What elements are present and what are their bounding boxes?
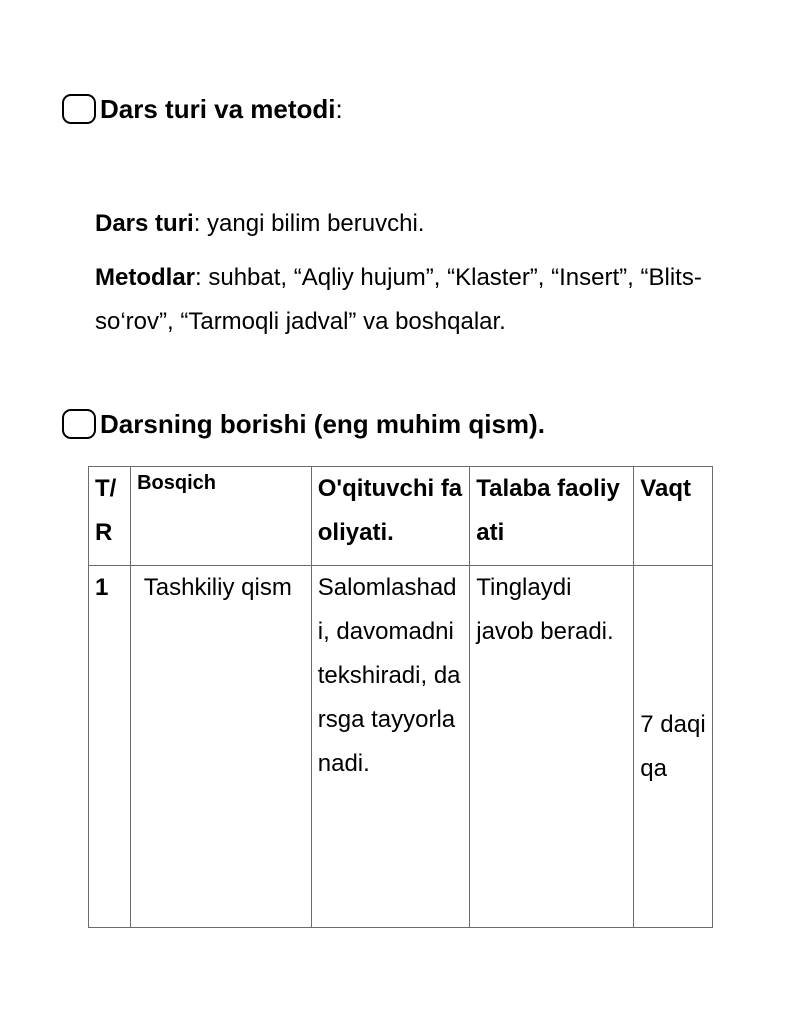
header-teacher-activity: O'qituvchi faoliyati. (311, 467, 469, 566)
row-stage: Tashkiliy qism (131, 566, 312, 928)
table-row (89, 566, 713, 928)
row-student-activity: Tinglaydi javob beradi. (470, 566, 634, 928)
header-tr: T/R (89, 467, 131, 566)
lesson-type-paragraph (95, 202, 715, 246)
lesson-type-label: Dars turi (95, 210, 194, 237)
heading-text: Darsning borishi (eng muhim qism). (100, 409, 545, 439)
header-bosqich: Bosqich (131, 467, 312, 566)
row-time: 7 daqiqa (634, 566, 713, 928)
table-header-row (89, 467, 713, 566)
heading-text: Dars turi va metodi (100, 94, 336, 124)
lesson-type-text: : yangi bilim beruvchi. (193, 210, 425, 237)
row-number: 1 (89, 566, 131, 928)
header-time: Vaqt (634, 467, 713, 566)
methods-label: Metodlar (95, 264, 196, 291)
methods-text: : suhbat, “Aqliy hujum”, “Klaster”, “Insert”, “Blits-so‘rov”, “Tarmoqli jadval” va boshqalar. (95, 264, 702, 335)
heading-suffix: : (335, 94, 343, 124)
section-heading-lesson-flow (62, 407, 545, 441)
methods-paragraph (95, 256, 715, 344)
section-heading-lesson-type (62, 92, 343, 126)
checkbox-bullet-icon (62, 409, 96, 439)
row-teacher-activity: Salomlashadi, davomadni tekshiradi, darsga tayyorlanadi. (311, 566, 469, 928)
checkbox-bullet-icon (62, 94, 96, 124)
lesson-plan-table (88, 466, 713, 928)
header-student-activity: Talaba faoliyati (470, 467, 634, 566)
